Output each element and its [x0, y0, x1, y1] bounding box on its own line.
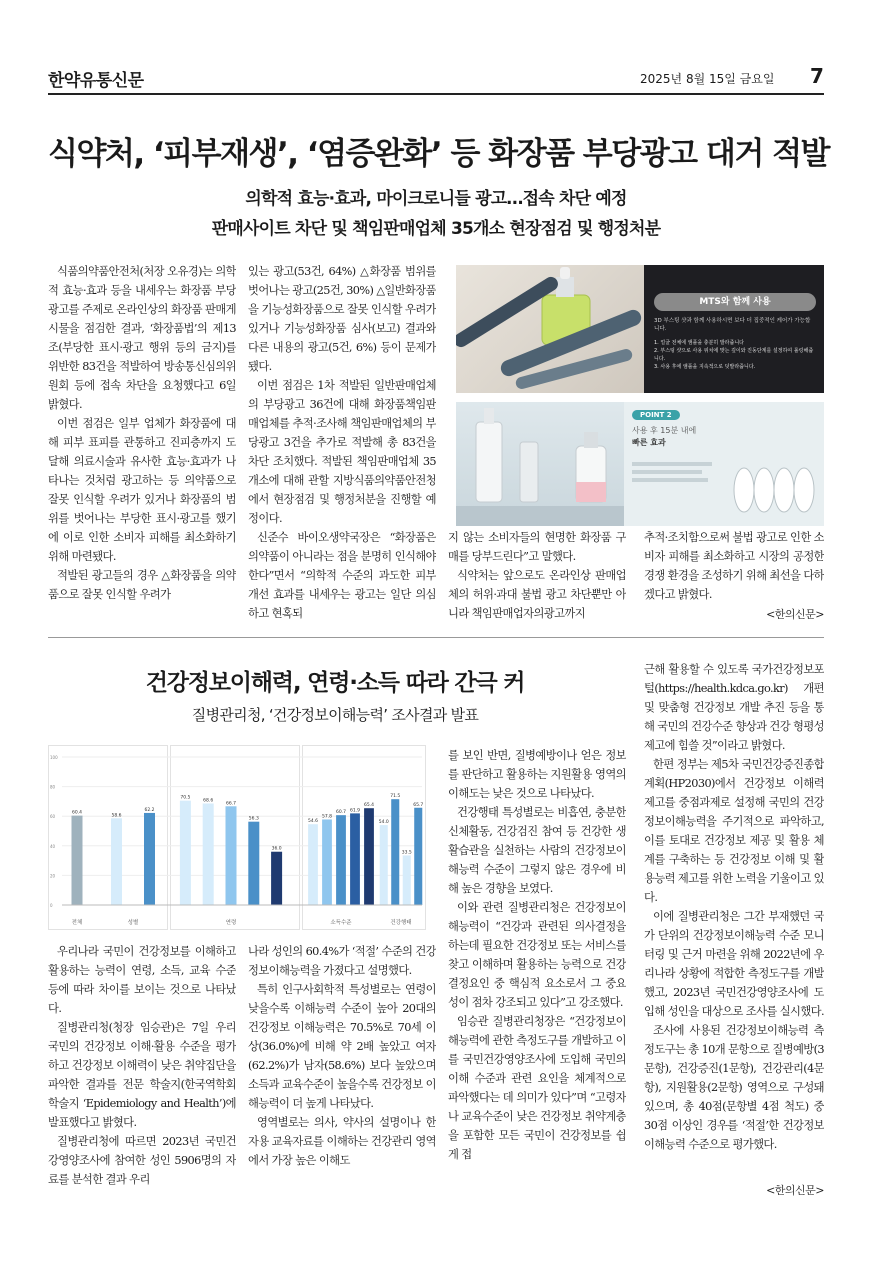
- masthead-title: 한약유통신문: [48, 71, 144, 91]
- bar-value-label: 70.5: [180, 795, 191, 801]
- section-divider: [48, 637, 824, 638]
- microneedle-device-illustration: [456, 265, 644, 393]
- article1-column-4: [644, 528, 824, 604]
- article2-column-4: [644, 660, 824, 1180]
- article2-headline: 건강정보이해력, 연령·소득 따라 간극 커: [145, 670, 525, 696]
- group-label: 전체: [71, 920, 83, 926]
- paragraph: 특히 인구사회학적 특성별로는 연령이 낮을수록 이해능력 수준이 높아 20대의 건강정보 이해능력은 70.5%로 70세 이상(36.0%)에 비해 약 2배 높았고 여자(62.2%)가 남자(58.6%) 보다 높았으며 소득과 교육수준이 높을수록 건강정보 이해능력이 더 높게 나타났다.: [248, 983, 436, 1110]
- paragraph: 이번 점검은 1차 적발된 일반판매업체의 부당광고 36건에 대해 화장품책임판매업체를 추적·조사해 책임판매업체의 부당광고 3건을 추가로 적발해 총 83건을 차단 조치했다. 적발된 책임판매업체 35개소에 대해 관할 지방식품의약품안전청에서 현장점검 및 행정처분을 진행할 예정이다.: [248, 379, 436, 525]
- article1-byline: <한의신문>: [766, 608, 824, 621]
- product-photo-ampoules: [456, 402, 624, 526]
- y-tick-label: 100: [50, 755, 58, 760]
- article1-column-2: [248, 262, 436, 626]
- bar-value-label: 62.2: [144, 807, 155, 813]
- article2-column-2: [248, 942, 436, 1200]
- paragraph: 적발된 광고들의 경우 △화장품을 의약품으로 잘못 인식할 우려가: [48, 569, 236, 601]
- paragraph: 근해 활용할 수 있도록 국가건강정보포털(https://health.kdca.go.kr) 개편 및 맞춤형 건강정보 개발 추진 등을 통해 국민의 건강수준 향상과 건강 형평성 제고에 힘쓸 것”이라고 밝혔다.: [644, 663, 824, 752]
- chart-bar: [226, 806, 237, 905]
- mts-title: MTS와 함께 사용: [654, 293, 816, 311]
- bar-value-label: 54.0: [378, 820, 389, 826]
- paragraph: 이와 관련 질병관리청은 건강정보이해능력이 “건강과 관련된 의사결정을 하는데 필요한 건강정보 또는 서비스를 찾고 이해하며 활용하는 능력으로 건강 결정요인 중 핵심적 요소로서 그 중요성이 점차 강조되고 있다”고 강조했다.: [448, 901, 626, 1009]
- paragraph: 지 않는 소비자들의 현명한 화장품 구매를 당부드린다”고 말했다.: [448, 531, 626, 563]
- chart-bar: [336, 815, 346, 905]
- point-title: 사용 후 15분 내에: [632, 426, 697, 435]
- mts-step-3: 3. 사용 후에 앰플을 지속적으로 덧발라줍니다.: [654, 364, 756, 370]
- product-photo-mts-guide: [644, 265, 824, 393]
- group-label: 건강행태: [390, 920, 412, 926]
- chart-bar: [364, 808, 374, 905]
- y-tick-label: 60: [50, 814, 56, 820]
- roller-illustration: [624, 456, 824, 526]
- group-label: 소득수준: [330, 920, 352, 926]
- chart-bar: [350, 813, 360, 905]
- paragraph: 이에 질병관리청은 그간 부재했던 국가 단위의 건강정보이해능력 수준 모니터링 및 근거 마련을 위해 2022년에 우리나라 상황에 적합한 측정도구를 개발했고, 2023년 국민건강영양조사에 도입해 성인을 대상으로 조사를 실시했다.: [644, 910, 824, 1018]
- bar-value-label: 68.6: [203, 798, 214, 804]
- y-tick-label: 40: [50, 843, 56, 849]
- paragraph: 나라 성인의 60.4%가 ‘적절’ 수준의 건강정보이해능력을 가졌다고 설명했다.: [248, 945, 436, 977]
- bar-value-label: 65.7: [413, 802, 424, 808]
- paragraph: 한편 정부는 제5차 국민건강증진종합계획(HP2030)에서 건강정보 이해력 제고를 중점과제로 설정해 국민의 건강정보이해능력을 주기적으로 파악하고, 이를 토대로 건강정보 제공 및 활용 체계를 구축하는 등 건강정보 이해 및 활용능력 제고를 위한 노력을 기울이고 있다.: [644, 758, 824, 904]
- chart-bar: [414, 808, 422, 905]
- issue-date: 2025년 8월 15일 금요일: [640, 72, 775, 86]
- point-badge: POINT 2: [632, 410, 680, 420]
- group-label: 연령: [225, 920, 237, 926]
- article2-subhead: 질병관리청, ‘건강정보이해능력’ 조사결과 발표: [191, 706, 479, 724]
- paragraph: 질병관리청(청장 임승관)은 7일 우리 국민의 건강정보 이해·활용 수준을 평가하고 건강정보 이해력이 낮은 취약집단을 파악한 결과를 전문 학술지(한국역학회 학술지 ‘Epidemiology and Health’)에 발표했다고 밝혔다.: [48, 1021, 236, 1129]
- chart-bar: [322, 819, 332, 905]
- point-subtitle: 빠른 효과: [632, 438, 666, 447]
- paragraph: 질병관리청에 따르면 2023년 국민건강영양조사에 참여한 성인 5906명의 자료를 분석한 결과 우리: [48, 1135, 236, 1186]
- chart-svg: [48, 745, 426, 930]
- article2-byline: <한의신문>: [766, 1184, 824, 1197]
- bar-value-label: 57.8: [321, 814, 333, 820]
- product-photo-microneedle: [456, 265, 644, 393]
- y-tick-label: 0: [50, 903, 53, 908]
- bar-value-label: 33.5: [401, 850, 412, 856]
- chart-bar: [248, 822, 259, 905]
- article1-column-1: [48, 262, 236, 626]
- article2-column-3: [448, 746, 626, 1200]
- ampoule-bottles-illustration: [456, 402, 624, 526]
- y-tick-label: 20: [50, 873, 56, 879]
- top-rule: [48, 93, 824, 95]
- chart-bar: [111, 818, 122, 905]
- mts-description: 3D 부스팅 샷과 함께 사용하시면 보다 더 집중적인 케어가 가능합니다.: [654, 318, 811, 332]
- paragraph: 추적·조치함으로써 불법 광고로 인한 소비자 피해를 최소화하고 시장의 공정한 경쟁 환경을 조성하기 위해 최선을 다하겠다고 밝혔다.: [644, 531, 824, 601]
- paragraph: 이번 점검은 일부 업체가 화장품에 대해 피부 표피를 관통하고 진피층까지 도달해 의료시술과 유사한 효능·효과가 나타나는 것처럼 광고하는 등 의약품으로 잘못 인식할 우려가 있거나 화장품의 범위를 벗어나는 부당한 표시·광고를 했기에 이로 인한 소비자 피해를 최소화하기 위해 마련됐다.: [48, 417, 236, 563]
- bar-value-label: 36.0: [271, 846, 282, 852]
- bar-value-label: 60.4: [71, 810, 83, 816]
- y-tick-label: 80: [50, 784, 56, 790]
- chart-bar: [72, 816, 83, 905]
- chart-bar: [180, 801, 191, 905]
- bar-value-label: 71.5: [390, 794, 401, 800]
- bar-value-label: 54.6: [307, 819, 319, 825]
- mts-step-1: 1. 얼굴 전체에 앰플을 충분히 발라줍니다: [654, 340, 744, 346]
- paragraph: 를 보인 반면, 질병예방이나 얻은 정보를 판단하고 활용하는 지원활용 영역의 이해도는 낮은 것으로 나타났다.: [448, 749, 626, 800]
- paragraph: 신준수 바이오생약국장은 “화장품은 의약품이 아니라는 점을 분명히 인식해야 한다”면서 “의학적 수준의 과도한 피부 개선 효과를 내세우는 광고는 일단 의심하고 현혹되: [248, 531, 436, 620]
- chart-bar: [203, 803, 214, 905]
- chart-bar: [380, 825, 388, 905]
- paragraph: 있는 광고(53건, 64%) △화장품 범위를 벗어나는 광고(25건, 30%) △일반화장품을 기능성화장품으로 잘못 인식할 우려가있거나 기능성화장품 심사(보고) 결과와 다른 내용의 광고(5건, 6%) 등이 문제가 됐다.: [248, 265, 436, 373]
- chart-bar: [403, 855, 411, 905]
- chart-bar: [144, 813, 155, 905]
- bar-value-label: 60.7: [335, 810, 347, 816]
- paragraph: 우리나라 국민이 건강정보를 이해하고 활용하는 능력이 연령, 소득, 교육 수준 등에 따라 차이를 보이는 것으로 나타났다.: [48, 945, 236, 1015]
- bar-value-label: 66.7: [225, 801, 237, 807]
- article2-column-1: [48, 942, 236, 1200]
- product-photo-point-info: [624, 402, 824, 526]
- paragraph: 조사에 사용된 건강정보이해능력 측정도구는 총 10개 문항으로 질병예방(3문항), 건강증진(1문항), 건강관리(4문항), 지원활용(2문항) 영역으로 구성돼 있으며, 총 40점(문항별 4점 척도) 중 30점 이상인 경우를 ‘적절’한 건강정보이해능력 수준으로 평가했다.: [644, 1024, 824, 1151]
- chart-bar: [271, 852, 282, 905]
- health-literacy-chart: [48, 745, 426, 930]
- article1-subhead-1: 의학적 효능·효과, 마이크로니들 광고…접속 차단 예정: [245, 189, 627, 209]
- paragraph: 식약처는 앞으로도 온라인상 판매업체의 허위·과대 불법 광고 차단뿐만 아니라 책임판매업자의광고까지: [448, 569, 626, 620]
- chart-bar: [391, 799, 399, 905]
- bar-value-label: 65.4: [363, 803, 375, 809]
- bar-value-label: 56.3: [248, 816, 259, 822]
- bar-value-label: 58.6: [111, 813, 122, 819]
- paragraph: 건강행태 특성별로는 비흡연, 충분한 신체활동, 건강검진 참여 등 건강한 생활습관을 실천하는 사람의 건강정보이해능력 수준이 그렇지 않은 경우에 비해 높은 경향을 보였다.: [448, 806, 626, 895]
- paragraph: 식품의약품안전처(처장 오유경)는 의학적 효능·효과 등을 내세우는 화장품 부당광고를 주제로 온라인상의 화장품 판매게시물을 점검한 결과, ‘화장품법’의 제13조(부당한 표시·광고 행위 등의 금지)를 위반한 83건을 적발하여 방송통신심의위원회 등에 접속 차단을 요청했다고 6일 밝혔다.: [48, 265, 236, 411]
- chart-bar: [308, 824, 318, 905]
- group-label: 성별: [127, 920, 139, 926]
- article1-subhead-2: 판매사이트 차단 및 책임판매업체 35개소 현장점검 및 행정처분: [211, 219, 661, 239]
- article1-headline: 식약처, ‘피부재생’, ‘염증완화’ 등 화장품 부당광고 대거 적발: [48, 136, 829, 172]
- paragraph: 영역별로는 의사, 약사의 설명이나 한자용 교육자료를 이해하는 건강관리 영역에서 가장 높은 이해도: [248, 1116, 436, 1167]
- page-number: 7: [810, 64, 824, 88]
- article1-column-3: [448, 528, 626, 622]
- mts-step-2: 2. 부스팅 샷으로 사용 위치에 맞는 깊이와 진동단계를 설정하여 롤링해줍니다.: [654, 348, 814, 362]
- bar-value-label: 61.9: [349, 808, 361, 814]
- paragraph: 임승관 질병관리청장은 “건강정보이해능력에 관한 측정도구를 개발하고 이를 국민건강영양조사에 도입해 국민의 이해 수준과 관련 요인을 체계적으로 파악했다는 데 의미가 있다”며 “고령자나 교육수준이 낮은 건강정보 취약계층을 포함한 모든 국민이 건강정보를 쉽게 접: [448, 1015, 626, 1161]
